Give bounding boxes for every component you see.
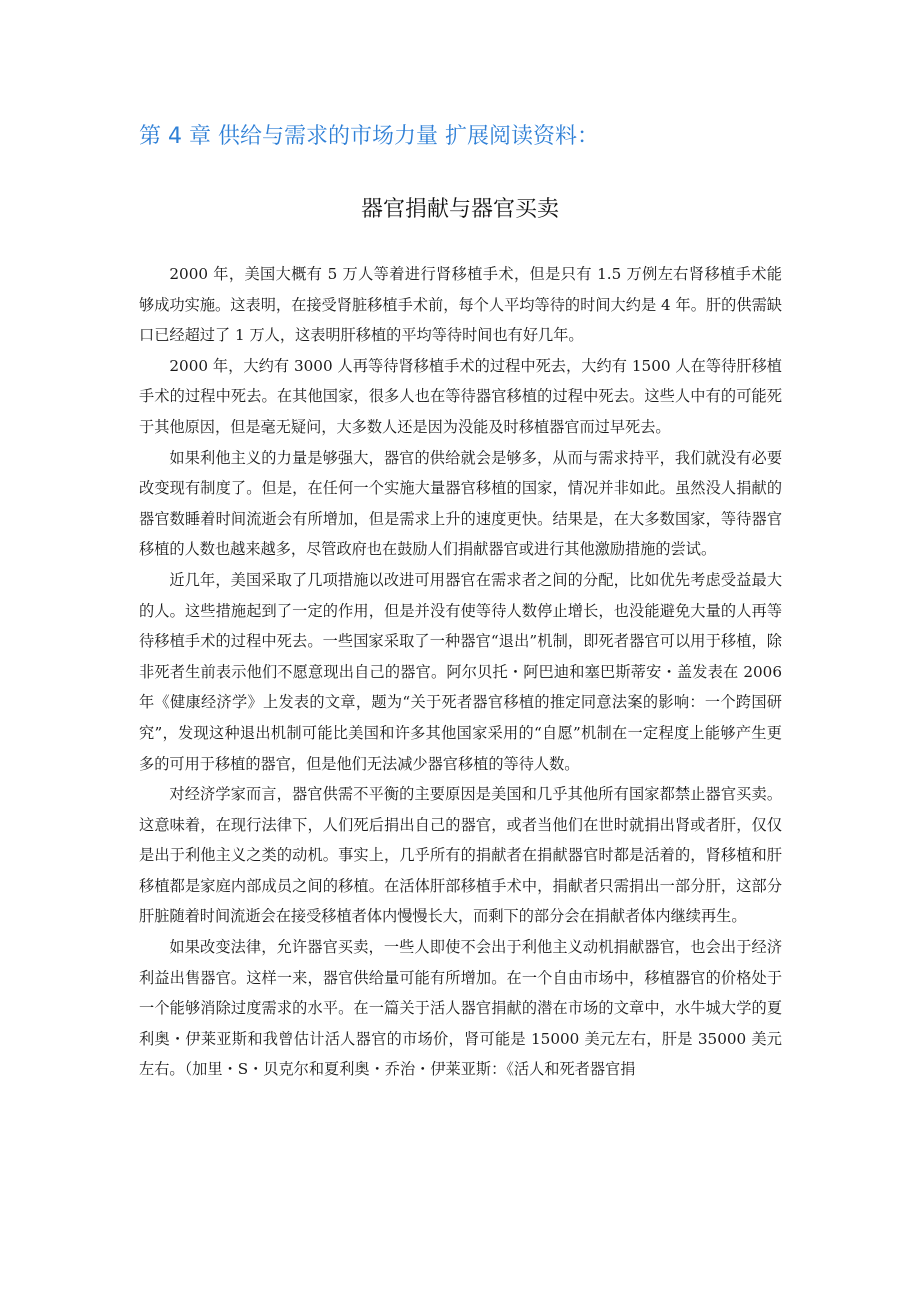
paragraph-2: 2000 年，大约有 3000 人再等待肾移植手术的过程中死去，大约有 1500 人在等待肝移植手术的过程中死去。在其他国家，很多人也在等待器官移植的过程中死去。这些人中有的可能死于其他原因，但是毫无疑问，大多数人还是因为没能及时移植器官而过早死去。 xyxy=(139,356,782,436)
article-body xyxy=(139,259,782,1085)
chapter-title: 第 4 章 供给与需求的市场力量 扩展阅读资料： xyxy=(139,124,599,149)
article-title: 器官捐献与器官买卖 xyxy=(360,197,559,222)
paragraph-1: 2000 年，美国大概有 5 万人等着进行肾移植手术，但是只有 1.5 万例左右肾移植手术能够成功实施。这表明，在接受肾脏移植手术前，每个人平均等待的时间大约是 4 年。肝的供需缺口已经超过了 1 万人，这表明肝移植的平均等待时间也有好几年。 xyxy=(139,265,782,345)
paragraph-5: 对经济学家而言，器官供需不平衡的主要原因是美国和几乎其他所有国家都禁止器官买卖。这意味着，在现行法律下，人们死后捐出自己的器官，或者当他们在世时就捐出肾或者肝，仅仅是出于利他主义之类的动机。事实上，几乎所有的捐献者在捐献器官时都是活着的，肾移植和肝移植都是家庭内部成员之间的移植。在活体肝部移植手术中，捐献者只需捐出一部分肝，这部分肝脏随着时间流逝会在接受移植者体内慢慢长大，而剩下的部分会在捐献者体内继续再生。 xyxy=(139,785,782,926)
paragraph-6: 如果改变法律，允许器官买卖，一些人即使不会出于利他主义动机捐献器官，也会出于经济利益出售器官。这样一来，器官供给量可能有所增加。在一个自由市场中，移植器官的价格处于一个能够消除过度需求的水平。在一篇关于活人器官捐献的潜在市场的文章中，水牛城大学的夏利奥・伊莱亚斯和我曾估计活人器官的市场价，肾可能是 15000 美元左右，肝是 35000 美元左右。（加里・S・贝克尔和夏利奥・乔治・伊莱亚斯：《活人和死者器官捐 xyxy=(139,938,782,1079)
paragraph-3: 如果利他主义的力量是够强大，器官的供给就会是够多，从而与需求持平，我们就没有必要改变现有制度了。但是，在任何一个实施大量器官移植的国家，情况并非如此。虽然没人捐献的器官数睡着时间流逝会有所增加，但是需求上升的速度更快。结果是，在大多数国家，等待器官移植的人数也越来越多，尽管政府也在鼓励人们捐献器官或进行其他激励措施的尝试。 xyxy=(139,448,782,559)
paragraph-4: 近几年，美国采取了几项措施以改进可用器官在需求者之间的分配，比如优先考虑受益最大的人。这些措施起到了一定的作用，但是并没有使等待人数停止增长，也没能避免大量的人再等待移植手术的过程中死去。一些国家采取了一种器官“退出”机制，即死者器官可以用于移植，除非死者生前表示他们不愿意现出自己的器官。阿尔贝托・阿巴迪和塞巴斯蒂安・盖发表在 2006 年《健康经济学》上发表的文章，题为“关于死者器官移植的推定同意法案的影响：一个跨国研究”，发现这种退出机制可能比美国和许多其他国家采用的“自愿”机制在一定程度上能够产生更多的可用于移植的器官，但是他们无法减少器官移植的等待人数。 xyxy=(139,570,782,773)
